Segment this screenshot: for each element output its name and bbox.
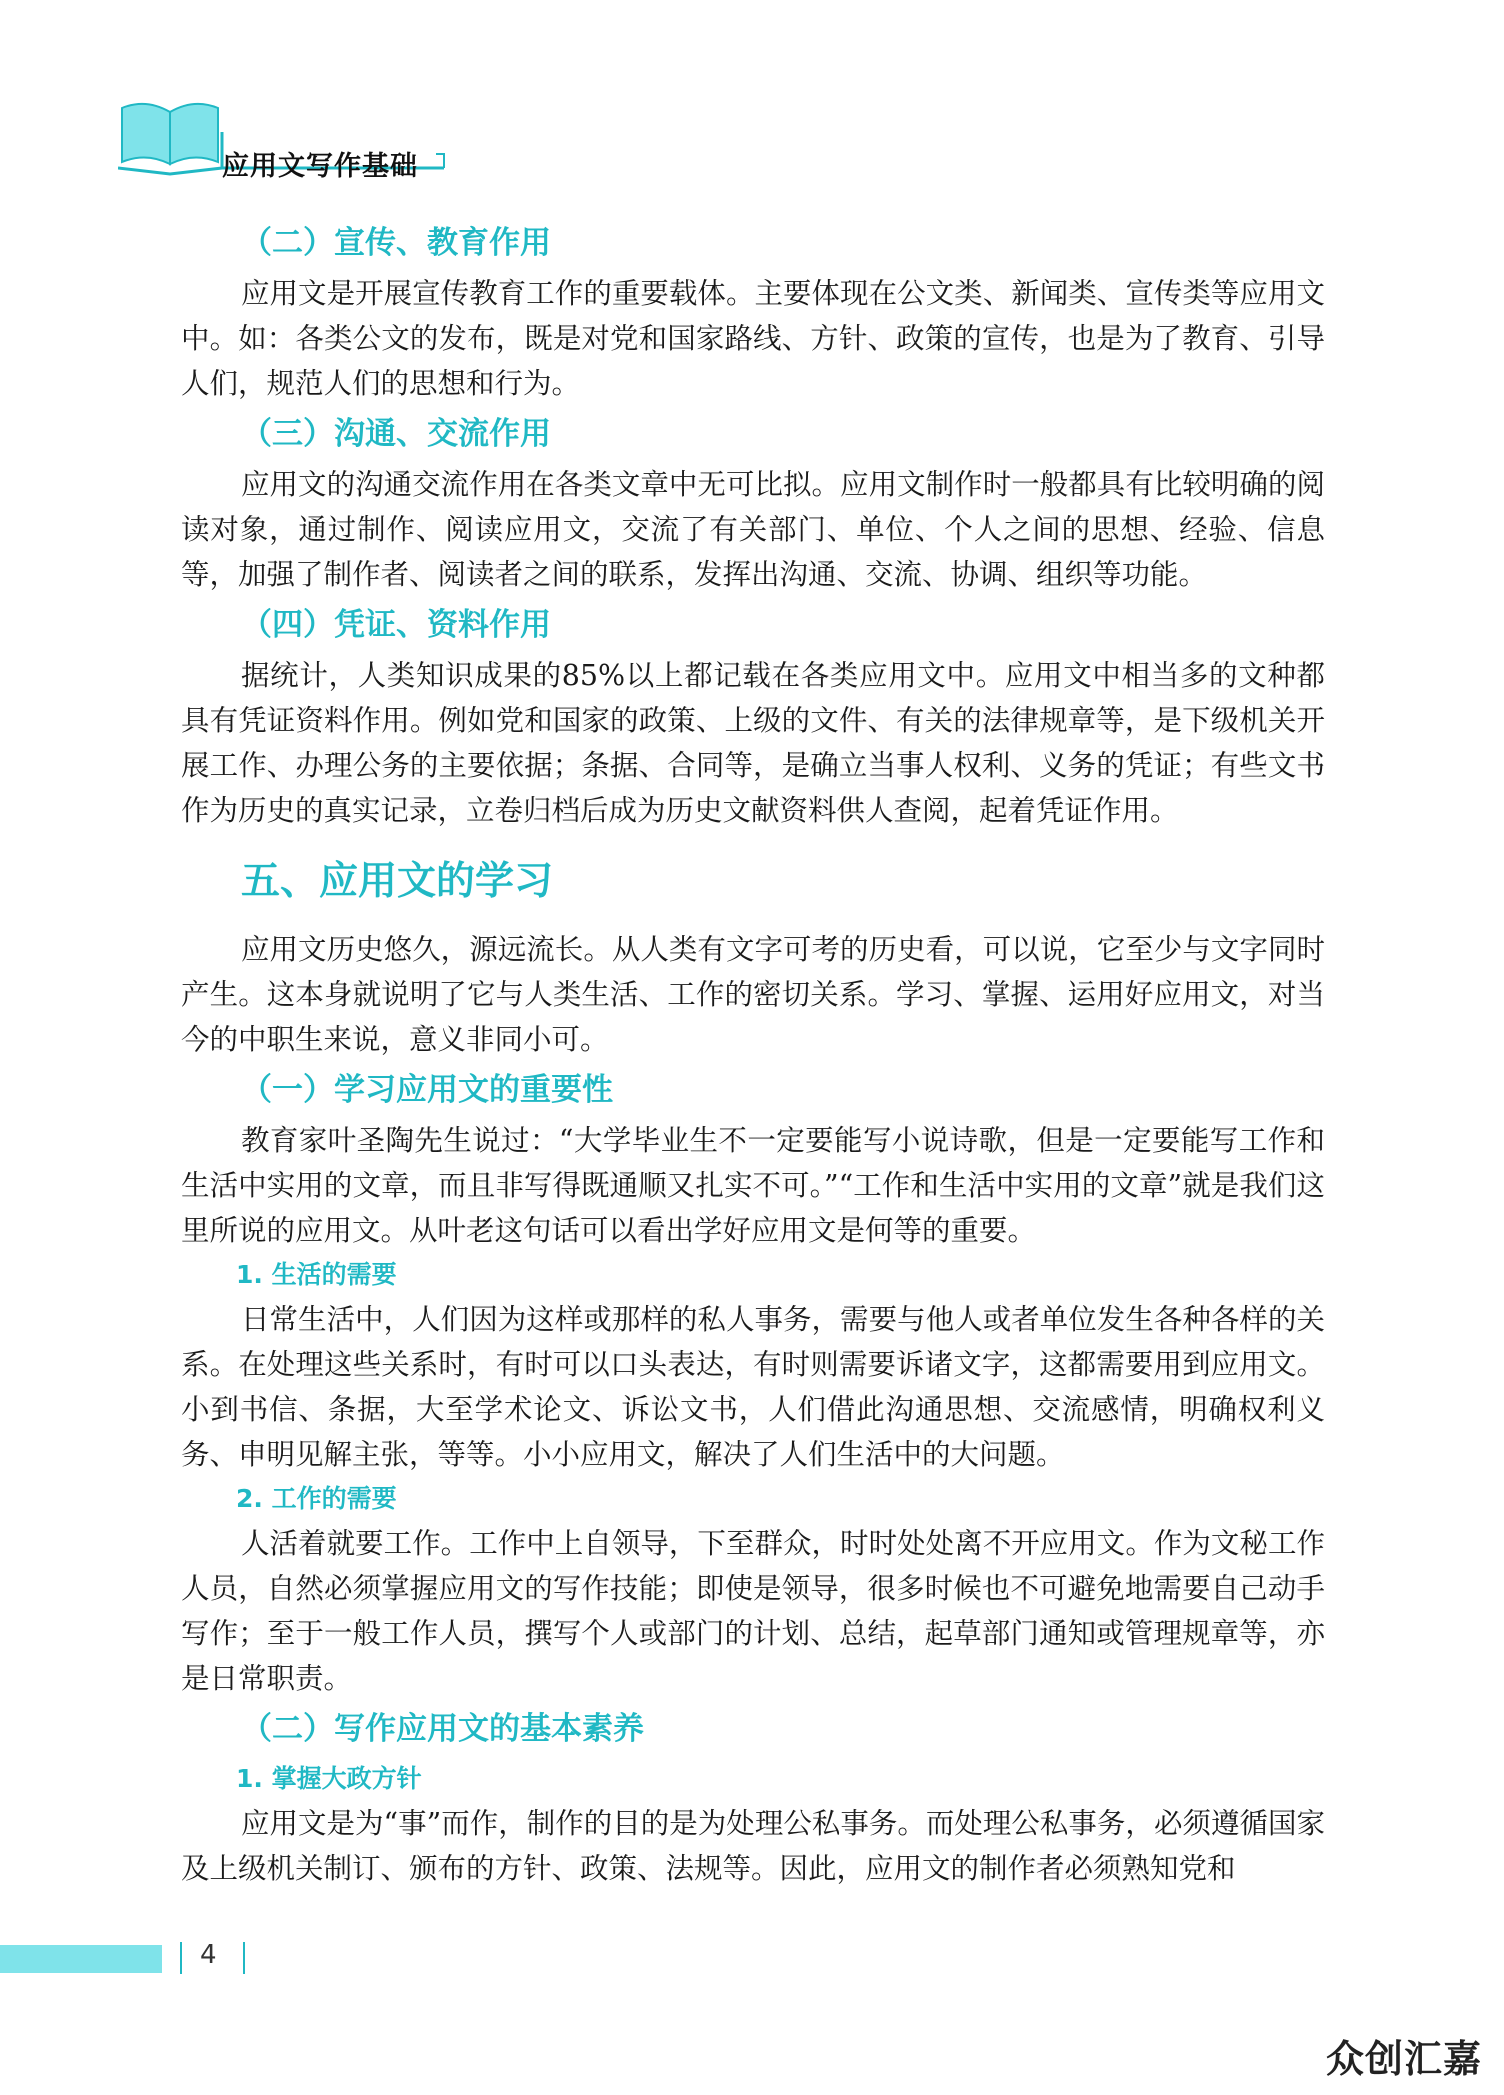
paragraph: 应用文是开展宣传教育工作的重要载体。主要体现在公文类、新闻类、宣传类等应用文中。如：各类公文的发布，既是对党和国家路线、方针、政策的宣传，也是为了教育、引导人们，规范人们的思想和行为。 <box>181 277 1325 400</box>
footer-accent-bar <box>0 1945 162 1973</box>
page-number: 4 <box>200 1940 217 1970</box>
footer-divider <box>180 1942 182 1974</box>
section-heading: （一）学习应用文的重要性 <box>241 1072 613 1108</box>
subsection-heading: 1. 生活的需要 <box>236 1260 397 1289</box>
paragraph: 据统计，人类知识成果的85%以上都记载在各类应用文中。应用文中相当多的文种都具有凭证资料作用。例如党和国家的政策、上级的文件、有关的法律规章等，是下级机关开展工作、办理公务的主要依据；条据、合同等，是确立当事人权利、义务的凭证；有些文书作为历史的真实记录，立卷归档后成为历史文献资料供人查阅，起着凭证作用。 <box>181 659 1325 827</box>
paragraph: 日常生活中，人们因为这样或那样的私人事务，需要与他人或者单位发生各种各样的关系。在处理这些关系时，有时可以口头表达，有时则需要诉诸文字，这都需要用到应用文。小到书信、条据，大至学术论文、诉讼文书，人们借此沟通思想、交流感情，明确权利义务、申明见解主张，等等。小小应用文，解决了人们生活中的大问题。 <box>181 1303 1325 1471</box>
section-heading: （四）凭证、资料作用 <box>241 607 551 643</box>
watermark-text: 众创汇嘉 <box>1325 2037 1482 2081</box>
paragraph: 应用文是为“事”而作，制作的目的是为处理公私事务。而处理公私事务，必须遵循国家及上级机关制订、颁布的方针、政策、法规等。因此，应用文的制作者必须熟知党和 <box>181 1807 1325 1885</box>
page-content <box>181 215 1325 1891</box>
paragraph: 应用文历史悠久，源远流长。从人类有文字可考的历史看，可以说，它至少与文字同时产生。这本身就说明了它与人类生活、工作的密切关系。学习、掌握、运用好应用文，对当今的中职生来说，意义非同小可。 <box>181 933 1325 1056</box>
subsection-heading: 1. 掌握大政方针 <box>236 1764 422 1793</box>
footer-divider <box>243 1942 245 1974</box>
section-heading: （二）写作应用文的基本素养 <box>241 1711 644 1747</box>
section-heading: （三）沟通、交流作用 <box>241 416 551 452</box>
book-title: 应用文写作基础 <box>222 151 418 182</box>
section-heading: （二）宣传、教育作用 <box>241 225 551 261</box>
paragraph: 教育家叶圣陶先生说过：“大学毕业生不一定要能写小说诗歌，但是一定要能写工作和生活中实用的文章，而且非写得既通顺又扎实不可。”“工作和生活中实用的文章”就是我们这里所说的应用文。从叶老这句话可以看出学好应用文是何等的重要。 <box>181 1124 1325 1247</box>
paragraph: 人活着就要工作。工作中上自领导，下至群众，时时处处离不开应用文。作为文秘工作人员，自然必须掌握应用文的写作技能；即使是领导，很多时候也不可避免地需要自己动手写作；至于一般工作人员，撰写个人或部门的计划、总结，起草部门通知或管理规章等，亦是日常职责。 <box>181 1527 1325 1695</box>
chapter-heading: 五、应用文的学习 <box>241 859 554 904</box>
subsection-heading: 2. 工作的需要 <box>236 1484 397 1513</box>
paragraph: 应用文的沟通交流作用在各类文章中无可比拟。应用文制作时一般都具有比较明确的阅读对象，通过制作、阅读应用文，交流了有关部门、单位、个人之间的思想、经验、信息等，加强了制作者、阅读者之间的联系，发挥出沟通、交流、协调、组织等功能。 <box>181 468 1325 591</box>
